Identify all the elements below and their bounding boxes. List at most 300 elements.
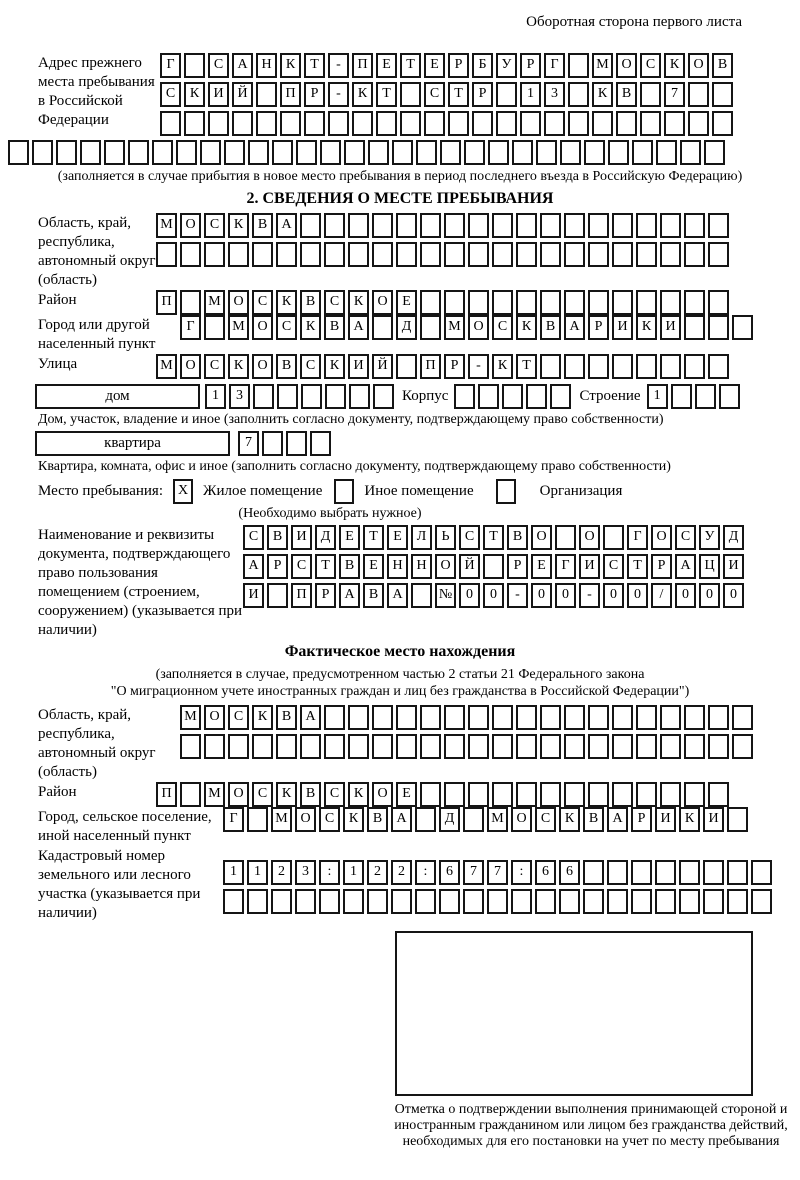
char-cell[interactable] (204, 315, 225, 340)
char-cell[interactable] (310, 431, 331, 456)
char-cell[interactable]: 1 (223, 860, 244, 885)
char-cell[interactable]: О (180, 213, 201, 238)
char-cell[interactable] (516, 242, 537, 267)
apartment-type-field[interactable]: квартира (35, 431, 230, 456)
char-cell[interactable] (420, 782, 441, 807)
char-cell[interactable] (488, 140, 509, 165)
char-cell[interactable] (660, 734, 681, 759)
char-cell[interactable]: О (651, 525, 672, 550)
char-cell[interactable]: К (592, 82, 613, 107)
char-cell[interactable]: Р (472, 82, 493, 107)
char-cell[interactable]: С (243, 525, 264, 550)
char-cell[interactable]: К (324, 354, 345, 379)
char-cell[interactable]: С (324, 782, 345, 807)
char-cell[interactable] (444, 213, 465, 238)
char-cell[interactable] (272, 140, 293, 165)
char-cell[interactable] (612, 242, 633, 267)
char-cell[interactable] (420, 290, 441, 315)
char-cell[interactable]: Р (507, 554, 528, 579)
char-cell[interactable]: № (435, 583, 456, 608)
char-cell[interactable] (516, 734, 537, 759)
char-cell[interactable]: Т (376, 82, 397, 107)
char-cell[interactable]: М (487, 807, 508, 832)
char-cell[interactable]: К (184, 82, 205, 107)
char-cell[interactable]: Т (627, 554, 648, 579)
char-cell[interactable]: Ь (435, 525, 456, 550)
char-cell[interactable]: 0 (555, 583, 576, 608)
char-cell[interactable]: 1 (343, 860, 364, 885)
char-cell[interactable]: А (387, 583, 408, 608)
char-cell[interactable] (492, 242, 513, 267)
char-cell[interactable] (348, 213, 369, 238)
char-cell[interactable] (727, 889, 748, 914)
char-cell[interactable] (444, 782, 465, 807)
char-cell[interactable] (160, 111, 181, 136)
char-cell[interactable]: О (372, 782, 393, 807)
char-cell[interactable]: Р (444, 354, 465, 379)
char-cell[interactable]: И (291, 525, 312, 550)
char-cell[interactable]: В (300, 290, 321, 315)
char-cell[interactable] (660, 782, 681, 807)
char-cell[interactable]: С (204, 213, 225, 238)
char-cell[interactable] (444, 242, 465, 267)
char-cell[interactable]: 7 (487, 860, 508, 885)
char-cell[interactable] (592, 111, 613, 136)
char-cell[interactable] (180, 782, 201, 807)
char-cell[interactable] (655, 860, 676, 885)
char-cell[interactable]: : (511, 860, 532, 885)
char-cell[interactable]: О (228, 782, 249, 807)
char-cell[interactable] (247, 807, 268, 832)
char-cell[interactable]: К (280, 53, 301, 78)
char-cell[interactable]: И (660, 315, 681, 340)
char-cell[interactable] (511, 889, 532, 914)
char-cell[interactable]: В (507, 525, 528, 550)
char-cell[interactable]: О (204, 705, 225, 730)
char-cell[interactable] (324, 213, 345, 238)
char-cell[interactable] (636, 705, 657, 730)
char-cell[interactable] (376, 111, 397, 136)
char-cell[interactable] (180, 290, 201, 315)
char-cell[interactable] (564, 290, 585, 315)
char-cell[interactable] (104, 140, 125, 165)
char-cell[interactable]: О (616, 53, 637, 78)
checkbox-residential[interactable]: X (173, 479, 193, 504)
char-cell[interactable] (200, 140, 221, 165)
char-cell[interactable] (719, 384, 740, 409)
char-cell[interactable] (271, 889, 292, 914)
char-cell[interactable] (440, 140, 461, 165)
char-cell[interactable] (180, 242, 201, 267)
char-cell[interactable]: П (291, 583, 312, 608)
char-cell[interactable]: И (208, 82, 229, 107)
char-cell[interactable] (516, 213, 537, 238)
char-cell[interactable]: В (583, 807, 604, 832)
char-cell[interactable] (424, 111, 445, 136)
char-cell[interactable]: Н (387, 554, 408, 579)
char-cell[interactable] (684, 290, 705, 315)
char-cell[interactable] (420, 705, 441, 730)
char-cell[interactable]: Р (651, 554, 672, 579)
char-cell[interactable] (415, 807, 436, 832)
char-cell[interactable] (492, 213, 513, 238)
char-cell[interactable]: К (516, 315, 537, 340)
checkbox-organization[interactable] (496, 479, 516, 504)
char-cell[interactable] (444, 705, 465, 730)
char-cell[interactable]: Д (396, 315, 417, 340)
char-cell[interactable] (708, 705, 729, 730)
char-cell[interactable] (607, 889, 628, 914)
char-cell[interactable] (277, 384, 298, 409)
char-cell[interactable] (568, 82, 589, 107)
char-cell[interactable] (8, 140, 29, 165)
char-cell[interactable] (535, 889, 556, 914)
char-cell[interactable] (588, 354, 609, 379)
char-cell[interactable]: Р (304, 82, 325, 107)
char-cell[interactable] (679, 860, 700, 885)
char-cell[interactable]: П (280, 82, 301, 107)
char-cell[interactable] (751, 860, 772, 885)
char-cell[interactable]: К (348, 290, 369, 315)
char-cell[interactable] (372, 315, 393, 340)
char-cell[interactable] (704, 140, 725, 165)
char-cell[interactable] (252, 242, 273, 267)
checkbox-other-premises[interactable] (334, 479, 354, 504)
char-cell[interactable] (300, 242, 321, 267)
char-cell[interactable]: 6 (439, 860, 460, 885)
char-cell[interactable] (463, 889, 484, 914)
char-cell[interactable]: И (655, 807, 676, 832)
char-cell[interactable] (128, 140, 149, 165)
char-cell[interactable] (583, 860, 604, 885)
char-cell[interactable] (684, 705, 705, 730)
char-cell[interactable]: О (688, 53, 709, 78)
char-cell[interactable] (564, 213, 585, 238)
char-cell[interactable] (612, 213, 633, 238)
char-cell[interactable]: Т (315, 554, 336, 579)
char-cell[interactable]: Е (363, 554, 384, 579)
char-cell[interactable] (584, 140, 605, 165)
char-cell[interactable] (502, 384, 523, 409)
char-cell[interactable] (483, 554, 504, 579)
char-cell[interactable] (708, 315, 729, 340)
char-cell[interactable]: Й (459, 554, 480, 579)
char-cell[interactable] (708, 213, 729, 238)
char-cell[interactable] (588, 705, 609, 730)
char-cell[interactable] (396, 705, 417, 730)
char-cell[interactable] (616, 111, 637, 136)
char-cell[interactable]: В (252, 213, 273, 238)
char-cell[interactable]: - (468, 354, 489, 379)
char-cell[interactable]: К (492, 354, 513, 379)
char-cell[interactable] (343, 889, 364, 914)
char-cell[interactable] (684, 315, 705, 340)
char-cell[interactable]: К (559, 807, 580, 832)
char-cell[interactable] (348, 734, 369, 759)
char-cell[interactable] (684, 213, 705, 238)
char-cell[interactable] (372, 705, 393, 730)
char-cell[interactable] (180, 734, 201, 759)
char-cell[interactable]: С (291, 554, 312, 579)
char-cell[interactable]: В (616, 82, 637, 107)
char-cell[interactable]: С (208, 53, 229, 78)
char-cell[interactable]: В (363, 583, 384, 608)
char-cell[interactable]: О (252, 315, 273, 340)
char-cell[interactable] (660, 290, 681, 315)
char-cell[interactable]: Т (448, 82, 469, 107)
char-cell[interactable]: С (300, 354, 321, 379)
char-cell[interactable] (492, 705, 513, 730)
char-cell[interactable]: 1 (520, 82, 541, 107)
char-cell[interactable]: - (507, 583, 528, 608)
char-cell[interactable] (664, 111, 685, 136)
char-cell[interactable] (695, 384, 716, 409)
char-cell[interactable] (679, 889, 700, 914)
char-cell[interactable]: Г (627, 525, 648, 550)
char-cell[interactable]: А (675, 554, 696, 579)
char-cell[interactable] (300, 734, 321, 759)
char-cell[interactable]: М (204, 782, 225, 807)
char-cell[interactable]: Н (411, 554, 432, 579)
char-cell[interactable] (544, 111, 565, 136)
char-cell[interactable]: 6 (559, 860, 580, 885)
char-cell[interactable] (391, 889, 412, 914)
char-cell[interactable] (208, 111, 229, 136)
char-cell[interactable] (636, 213, 657, 238)
char-cell[interactable]: Р (267, 554, 288, 579)
char-cell[interactable]: О (468, 315, 489, 340)
char-cell[interactable]: 0 (603, 583, 624, 608)
char-cell[interactable]: 0 (699, 583, 720, 608)
char-cell[interactable] (631, 889, 652, 914)
char-cell[interactable] (660, 213, 681, 238)
char-cell[interactable] (703, 889, 724, 914)
char-cell[interactable] (280, 111, 301, 136)
char-cell[interactable] (232, 111, 253, 136)
char-cell[interactable]: Н (256, 53, 277, 78)
char-cell[interactable]: А (243, 554, 264, 579)
char-cell[interactable] (632, 140, 653, 165)
char-cell[interactable] (631, 860, 652, 885)
char-cell[interactable] (396, 213, 417, 238)
char-cell[interactable]: У (496, 53, 517, 78)
char-cell[interactable]: С (160, 82, 181, 107)
char-cell[interactable] (439, 889, 460, 914)
char-cell[interactable] (520, 111, 541, 136)
char-cell[interactable]: 1 (647, 384, 668, 409)
char-cell[interactable]: В (540, 315, 561, 340)
char-cell[interactable] (304, 111, 325, 136)
char-cell[interactable] (560, 140, 581, 165)
char-cell[interactable] (612, 782, 633, 807)
char-cell[interactable] (396, 734, 417, 759)
char-cell[interactable]: - (328, 53, 349, 78)
char-cell[interactable]: С (324, 290, 345, 315)
char-cell[interactable] (671, 384, 692, 409)
char-cell[interactable] (472, 111, 493, 136)
char-cell[interactable] (660, 354, 681, 379)
char-cell[interactable]: И (243, 583, 264, 608)
house-type-field[interactable]: дом (35, 384, 200, 409)
char-cell[interactable] (416, 140, 437, 165)
char-cell[interactable] (684, 242, 705, 267)
char-cell[interactable]: С (204, 354, 225, 379)
char-cell[interactable]: С (252, 290, 273, 315)
char-cell[interactable] (372, 734, 393, 759)
char-cell[interactable] (550, 384, 571, 409)
char-cell[interactable]: В (324, 315, 345, 340)
char-cell[interactable]: В (712, 53, 733, 78)
char-cell[interactable]: И (612, 315, 633, 340)
char-cell[interactable]: О (228, 290, 249, 315)
char-cell[interactable] (607, 860, 628, 885)
char-cell[interactable] (415, 889, 436, 914)
char-cell[interactable]: В (339, 554, 360, 579)
char-cell[interactable]: - (579, 583, 600, 608)
char-cell[interactable]: Д (439, 807, 460, 832)
char-cell[interactable] (262, 431, 283, 456)
char-cell[interactable] (152, 140, 173, 165)
char-cell[interactable]: Й (232, 82, 253, 107)
char-cell[interactable]: : (319, 860, 340, 885)
char-cell[interactable] (348, 705, 369, 730)
char-cell[interactable] (712, 82, 733, 107)
char-cell[interactable] (492, 782, 513, 807)
char-cell[interactable] (612, 705, 633, 730)
char-cell[interactable]: О (531, 525, 552, 550)
char-cell[interactable] (684, 782, 705, 807)
char-cell[interactable] (252, 734, 273, 759)
char-cell[interactable] (223, 889, 244, 914)
char-cell[interactable]: 6 (535, 860, 556, 885)
char-cell[interactable] (478, 384, 499, 409)
char-cell[interactable] (588, 734, 609, 759)
char-cell[interactable]: 1 (205, 384, 226, 409)
char-cell[interactable] (540, 734, 561, 759)
char-cell[interactable] (468, 782, 489, 807)
char-cell[interactable]: В (276, 354, 297, 379)
char-cell[interactable] (247, 889, 268, 914)
char-cell[interactable] (256, 111, 277, 136)
char-cell[interactable]: С (252, 782, 273, 807)
char-cell[interactable]: Е (376, 53, 397, 78)
char-cell[interactable] (184, 111, 205, 136)
char-cell[interactable] (420, 213, 441, 238)
char-cell[interactable] (256, 82, 277, 107)
char-cell[interactable] (708, 242, 729, 267)
char-cell[interactable]: И (579, 554, 600, 579)
char-cell[interactable]: - (328, 82, 349, 107)
char-cell[interactable] (286, 431, 307, 456)
char-cell[interactable] (184, 53, 205, 78)
char-cell[interactable]: Г (555, 554, 576, 579)
char-cell[interactable]: 7 (664, 82, 685, 107)
char-cell[interactable] (564, 782, 585, 807)
char-cell[interactable]: Т (516, 354, 537, 379)
char-cell[interactable] (512, 140, 533, 165)
char-cell[interactable]: 1 (247, 860, 268, 885)
char-cell[interactable] (496, 111, 517, 136)
char-cell[interactable]: М (592, 53, 613, 78)
char-cell[interactable]: К (679, 807, 700, 832)
char-cell[interactable]: Е (396, 782, 417, 807)
char-cell[interactable]: Р (448, 53, 469, 78)
char-cell[interactable]: Т (483, 525, 504, 550)
char-cell[interactable]: Д (315, 525, 336, 550)
char-cell[interactable]: Е (531, 554, 552, 579)
char-cell[interactable] (80, 140, 101, 165)
char-cell[interactable] (640, 82, 661, 107)
char-cell[interactable]: 3 (544, 82, 565, 107)
char-cell[interactable]: Г (544, 53, 565, 78)
char-cell[interactable]: А (348, 315, 369, 340)
char-cell[interactable] (324, 705, 345, 730)
char-cell[interactable] (300, 213, 321, 238)
char-cell[interactable]: М (228, 315, 249, 340)
char-cell[interactable]: А (232, 53, 253, 78)
char-cell[interactable] (732, 315, 753, 340)
char-cell[interactable] (454, 384, 475, 409)
char-cell[interactable] (367, 889, 388, 914)
char-cell[interactable] (468, 734, 489, 759)
char-cell[interactable] (468, 705, 489, 730)
char-cell[interactable]: : (415, 860, 436, 885)
char-cell[interactable] (680, 140, 701, 165)
char-cell[interactable] (540, 705, 561, 730)
char-cell[interactable]: К (228, 354, 249, 379)
char-cell[interactable] (319, 889, 340, 914)
char-cell[interactable] (496, 82, 517, 107)
char-cell[interactable] (564, 354, 585, 379)
char-cell[interactable] (603, 525, 624, 550)
char-cell[interactable]: О (511, 807, 532, 832)
char-cell[interactable] (540, 242, 561, 267)
char-cell[interactable] (660, 242, 681, 267)
char-cell[interactable] (176, 140, 197, 165)
char-cell[interactable]: Б (472, 53, 493, 78)
char-cell[interactable] (468, 242, 489, 267)
char-cell[interactable] (608, 140, 629, 165)
char-cell[interactable] (732, 705, 753, 730)
char-cell[interactable]: М (271, 807, 292, 832)
char-cell[interactable] (448, 111, 469, 136)
char-cell[interactable] (352, 111, 373, 136)
char-cell[interactable] (468, 213, 489, 238)
char-cell[interactable] (640, 111, 661, 136)
char-cell[interactable] (540, 290, 561, 315)
char-cell[interactable]: К (636, 315, 657, 340)
char-cell[interactable]: 7 (463, 860, 484, 885)
char-cell[interactable]: П (156, 290, 177, 315)
char-cell[interactable] (732, 734, 753, 759)
char-cell[interactable]: Т (363, 525, 384, 550)
char-cell[interactable]: К (348, 782, 369, 807)
char-cell[interactable]: С (424, 82, 445, 107)
char-cell[interactable]: А (339, 583, 360, 608)
char-cell[interactable]: М (444, 315, 465, 340)
char-cell[interactable] (296, 140, 317, 165)
char-cell[interactable] (655, 889, 676, 914)
char-cell[interactable]: 3 (229, 384, 250, 409)
char-cell[interactable] (588, 213, 609, 238)
char-cell[interactable] (688, 82, 709, 107)
char-cell[interactable] (708, 782, 729, 807)
char-cell[interactable] (684, 734, 705, 759)
char-cell[interactable] (727, 807, 748, 832)
char-cell[interactable]: 0 (459, 583, 480, 608)
char-cell[interactable]: С (459, 525, 480, 550)
char-cell[interactable]: Й (372, 354, 393, 379)
